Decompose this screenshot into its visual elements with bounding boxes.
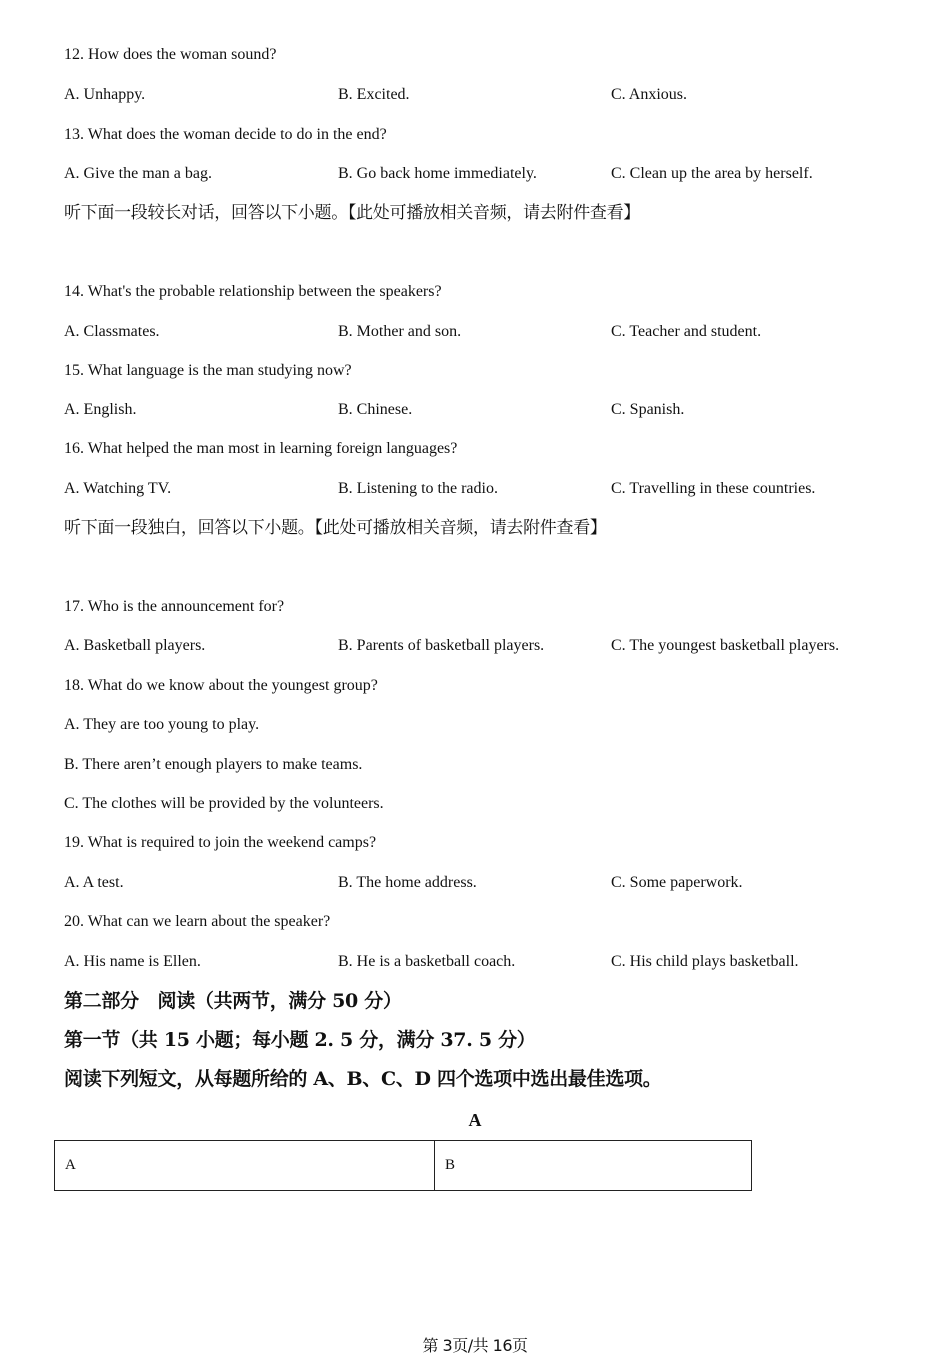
question-15-stem: 15. What language is the man studying now?	[64, 362, 352, 379]
q13-option-b: B. Go back home immediately.	[338, 165, 537, 182]
q17-option-a: A. Basketball players.	[64, 637, 206, 654]
listening-instruction-2: 听下面一段独白，回答以下小题。【此处可播放相关音频，请去附件查看】	[64, 518, 607, 538]
question-12-stem: 12. How does the woman sound?	[64, 46, 277, 63]
question-19-stem: 19. What is required to join the weekend camps?	[64, 834, 377, 851]
q12-option-b: B. Excited.	[338, 86, 410, 103]
q19-option-a: A. A test.	[64, 874, 124, 891]
q16-option-a: A. Watching TV.	[64, 480, 172, 497]
section-one-heading: 第一节（共 15 小题；每小题 2. 5 分，满分 37. 5 分）	[64, 1029, 536, 1051]
q20-option-c: C. His child plays basketball.	[611, 953, 799, 970]
q13-option-a: A. Give the man a bag.	[64, 165, 212, 182]
listening-instruction-1: 听下面一段较长对话，回答以下小题。【此处可播放相关音频，请去附件查看】	[64, 203, 640, 223]
q16-option-b: B. Listening to the radio.	[338, 480, 498, 497]
question-17-stem: 17. Who is the announcement for?	[64, 598, 285, 615]
q17-option-b: B. Parents of basketball players.	[338, 637, 545, 654]
page-number: 第 3页/共 16页	[422, 1336, 528, 1355]
q14-option-a: A. Classmates.	[64, 323, 160, 340]
q12-option-a: A. Unhappy.	[64, 86, 146, 103]
q15-option-a: A. English.	[64, 401, 137, 418]
passage-table	[54, 1140, 752, 1191]
q16-option-c: C. Travelling in these countries.	[611, 480, 816, 497]
reading-instruction: 阅读下列短文，从每题所给的 A、B、C、D 四个选项中选出最佳选项。	[64, 1068, 662, 1090]
q13-option-c: C. Clean up the area by herself.	[611, 165, 813, 182]
q14-option-b: B. Mother and son.	[338, 323, 462, 340]
question-18-stem: 18. What do we know about the youngest group?	[64, 677, 378, 694]
table-cell-b: B	[445, 1157, 456, 1173]
q18-option-b: B. There aren’t enough players to make teams.	[64, 756, 363, 773]
q12-option-c: C. Anxious.	[611, 86, 688, 103]
question-16-stem: 16. What helped the man most in learning foreign languages?	[64, 440, 458, 457]
q20-option-a: A. His name is Ellen.	[64, 953, 201, 970]
q15-option-b: B. Chinese.	[338, 401, 413, 418]
q15-option-c: C. Spanish.	[611, 401, 685, 418]
q17-option-c: C. The youngest basketball players.	[611, 637, 840, 654]
question-20-stem: 20. What can we learn about the speaker?	[64, 913, 331, 930]
question-13-stem: 13. What does the woman decide to do in the end?	[64, 126, 387, 143]
q20-option-b: B. He is a basketball coach.	[338, 953, 516, 970]
q19-option-c: C. Some paperwork.	[611, 874, 743, 891]
q18-option-a: A. They are too young to play.	[64, 716, 260, 733]
question-14-stem: 14. What's the probable relationship between the speakers?	[64, 283, 442, 300]
q18-option-c: C. The clothes will be provided by the volunteers.	[64, 795, 384, 812]
q19-option-b: B. The home address.	[338, 874, 477, 891]
q14-option-c: C. Teacher and student.	[611, 323, 762, 340]
table-cell-a: A	[55, 1141, 435, 1190]
passage-label: A	[468, 1110, 482, 1130]
part-two-heading: 第二部分 阅读（共两节，满分 50 分）	[64, 990, 402, 1012]
